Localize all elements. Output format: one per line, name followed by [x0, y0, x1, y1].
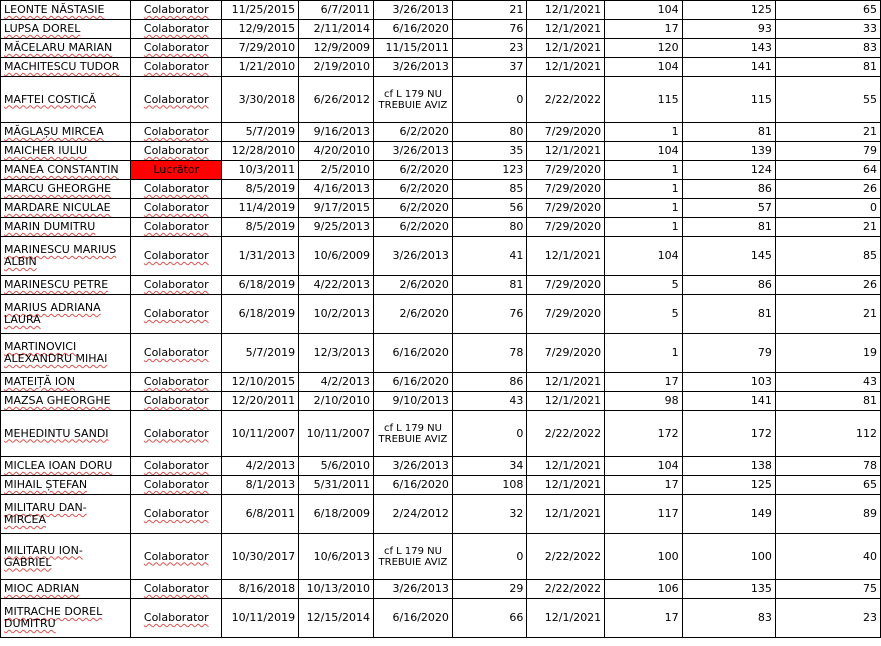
value-cell-3[interactable]: 93	[682, 20, 775, 39]
value-cell-1[interactable]: 32	[452, 495, 526, 534]
date-cell-2[interactable]: 4/22/2013	[299, 276, 374, 295]
role-cell[interactable]: Colaborator	[131, 1, 222, 20]
role-cell[interactable]: Colaborator	[131, 142, 222, 161]
value-cell-3[interactable]: 143	[682, 39, 775, 58]
date-cell-1[interactable]: 12/28/2010	[222, 142, 299, 161]
date-cell-3[interactable]: 6/2/2020	[374, 123, 453, 142]
value-cell-2[interactable]: 104	[605, 237, 682, 276]
value-cell-2[interactable]: 1	[605, 199, 682, 218]
value-cell-2[interactable]: 5	[605, 295, 682, 334]
value-cell-3[interactable]: 149	[682, 495, 775, 534]
date-cell-4[interactable]: 12/1/2021	[527, 457, 605, 476]
role-cell[interactable]: Colaborator	[131, 180, 222, 199]
date-cell-3[interactable]: cf L 179 NU TREBUIE AVIZ	[374, 534, 453, 580]
value-cell-1[interactable]: 76	[452, 295, 526, 334]
value-cell-2[interactable]: 115	[605, 77, 682, 123]
value-cell-1[interactable]: 0	[452, 411, 526, 457]
value-cell-2[interactable]: 17	[605, 476, 682, 495]
role-cell[interactable]: Colaborator	[131, 199, 222, 218]
date-cell-1[interactable]: 3/30/2018	[222, 77, 299, 123]
value-cell-1[interactable]: 85	[452, 180, 526, 199]
value-cell-1[interactable]: 76	[452, 20, 526, 39]
value-cell-2[interactable]: 104	[605, 1, 682, 20]
value-cell-2[interactable]: 1	[605, 161, 682, 180]
table-row	[1, 580, 881, 599]
employee-name-cell[interactable]: MARIUS ADRIANA LAURA	[1, 295, 131, 334]
table-row	[1, 58, 881, 77]
role-cell[interactable]: Lucrător	[131, 161, 222, 180]
employee-name-cell[interactable]: MARINESCU MARIUS ALBIN	[1, 237, 131, 276]
date-cell-2[interactable]: 9/17/2015	[299, 199, 374, 218]
date-cell-1[interactable]: 11/25/2015	[222, 1, 299, 20]
date-cell-4[interactable]: 2/22/2022	[527, 534, 605, 580]
value-cell-3[interactable]: 81	[682, 123, 775, 142]
value-cell-2[interactable]: 17	[605, 599, 682, 638]
date-cell-2[interactable]: 6/7/2011	[299, 1, 374, 20]
employee-name-cell[interactable]: MARIN DUMITRU	[1, 218, 131, 237]
date-cell-3[interactable]: 11/15/2011	[374, 39, 453, 58]
date-cell-4[interactable]: 12/1/2021	[527, 20, 605, 39]
value-cell-3[interactable]: 138	[682, 457, 775, 476]
table-body	[1, 1, 881, 638]
value-cell-3[interactable]: 125	[682, 1, 775, 20]
role-cell[interactable]: Colaborator	[131, 123, 222, 142]
value-cell-1[interactable]: 80	[452, 218, 526, 237]
date-cell-3[interactable]: 3/26/2013	[374, 1, 453, 20]
value-cell-4[interactable]: 64	[775, 161, 880, 180]
date-cell-1[interactable]: 6/8/2011	[222, 495, 299, 534]
value-cell-3[interactable]: 141	[682, 392, 775, 411]
value-cell-4[interactable]: 21	[775, 218, 880, 237]
value-cell-3[interactable]: 135	[682, 580, 775, 599]
employee-name-cell[interactable]: LEONTE NĂSTASIE	[1, 1, 131, 20]
date-cell-1[interactable]: 12/20/2011	[222, 392, 299, 411]
date-cell-3[interactable]: 3/26/2013	[374, 142, 453, 161]
date-cell-2[interactable]: 4/16/2013	[299, 180, 374, 199]
role-cell[interactable]: Colaborator	[131, 392, 222, 411]
date-cell-4[interactable]: 12/1/2021	[527, 599, 605, 638]
employee-name-cell[interactable]: MITRACHE DOREL DUMITRU	[1, 599, 131, 638]
date-cell-2[interactable]: 2/19/2010	[299, 58, 374, 77]
employee-name-cell[interactable]: MARDARE NICULAE	[1, 199, 131, 218]
date-cell-1[interactable]: 12/10/2015	[222, 373, 299, 392]
date-cell-2[interactable]: 10/6/2009	[299, 237, 374, 276]
employee-name-cell[interactable]: MAZSA GHEORGHE	[1, 392, 131, 411]
employee-name-cell[interactable]: MĂGLAȘU MIRCEA	[1, 123, 131, 142]
value-cell-1[interactable]: 0	[452, 77, 526, 123]
date-cell-4[interactable]: 7/29/2020	[527, 199, 605, 218]
value-cell-2[interactable]: 1	[605, 334, 682, 373]
date-cell-4[interactable]: 7/29/2020	[527, 180, 605, 199]
value-cell-1[interactable]: 29	[452, 580, 526, 599]
value-cell-1[interactable]: 41	[452, 237, 526, 276]
value-cell-4[interactable]: 81	[775, 392, 880, 411]
date-cell-4[interactable]: 12/1/2021	[527, 1, 605, 20]
date-cell-2[interactable]: 10/2/2013	[299, 295, 374, 334]
date-cell-1[interactable]: 10/30/2017	[222, 534, 299, 580]
date-cell-3[interactable]: 6/16/2020	[374, 334, 453, 373]
date-cell-3[interactable]: 6/2/2020	[374, 218, 453, 237]
employee-name-cell[interactable]: MILITARU ION-GABRIEL	[1, 534, 131, 580]
employee-name-cell[interactable]: MEHEDINTU SANDI	[1, 411, 131, 457]
table-row	[1, 495, 881, 534]
value-cell-2[interactable]: 17	[605, 20, 682, 39]
value-cell-4[interactable]: 89	[775, 495, 880, 534]
table-row	[1, 276, 881, 295]
date-cell-2[interactable]: 9/25/2013	[299, 218, 374, 237]
role-cell[interactable]: Colaborator	[131, 218, 222, 237]
date-cell-4[interactable]: 7/29/2020	[527, 276, 605, 295]
value-cell-1[interactable]: 81	[452, 276, 526, 295]
date-cell-4[interactable]: 12/1/2021	[527, 237, 605, 276]
value-cell-3[interactable]: 86	[682, 180, 775, 199]
table-row	[1, 411, 881, 457]
date-cell-4[interactable]: 2/22/2022	[527, 580, 605, 599]
role-cell[interactable]: Colaborator	[131, 495, 222, 534]
date-cell-4[interactable]: 12/1/2021	[527, 58, 605, 77]
table-row	[1, 1, 881, 20]
role-cell[interactable]: Colaborator	[131, 295, 222, 334]
date-cell-1[interactable]: 8/1/2013	[222, 476, 299, 495]
value-cell-2[interactable]: 1	[605, 180, 682, 199]
role-cell[interactable]: Colaborator	[131, 580, 222, 599]
role-cell[interactable]: Colaborator	[131, 237, 222, 276]
date-cell-3[interactable]: 3/26/2013	[374, 457, 453, 476]
value-cell-1[interactable]: 78	[452, 334, 526, 373]
employee-name-cell[interactable]: MAICHER IULIU	[1, 142, 131, 161]
employee-name-cell[interactable]: MIHAIL ȘTEFAN	[1, 476, 131, 495]
value-cell-2[interactable]: 98	[605, 392, 682, 411]
value-cell-4[interactable]: 79	[775, 142, 880, 161]
role-cell[interactable]: Colaborator	[131, 58, 222, 77]
value-cell-1[interactable]: 23	[452, 39, 526, 58]
value-cell-3[interactable]: 139	[682, 142, 775, 161]
value-cell-1[interactable]: 123	[452, 161, 526, 180]
date-cell-4[interactable]: 12/1/2021	[527, 142, 605, 161]
table-row	[1, 373, 881, 392]
date-cell-2[interactable]: 12/9/2009	[299, 39, 374, 58]
table-row	[1, 476, 881, 495]
date-cell-1[interactable]: 12/9/2015	[222, 20, 299, 39]
date-cell-2[interactable]: 5/6/2010	[299, 457, 374, 476]
table-row	[1, 599, 881, 638]
date-cell-2[interactable]: 4/2/2013	[299, 373, 374, 392]
date-cell-2[interactable]: 10/6/2013	[299, 534, 374, 580]
value-cell-4[interactable]: 33	[775, 20, 880, 39]
value-cell-2[interactable]: 5	[605, 276, 682, 295]
date-cell-2[interactable]: 9/16/2013	[299, 123, 374, 142]
date-cell-1[interactable]: 5/7/2019	[222, 334, 299, 373]
date-cell-2[interactable]: 2/11/2014	[299, 20, 374, 39]
table-row	[1, 295, 881, 334]
date-cell-2[interactable]: 12/3/2013	[299, 334, 374, 373]
date-cell-3[interactable]: cf L 179 NU TREBUIE AVIZ	[374, 77, 453, 123]
value-cell-2[interactable]: 104	[605, 58, 682, 77]
role-cell[interactable]: Colaborator	[131, 39, 222, 58]
date-cell-3[interactable]: 2/6/2020	[374, 276, 453, 295]
employee-name-cell[interactable]: MĂCELARU MARIAN	[1, 39, 131, 58]
role-cell[interactable]: Colaborator	[131, 534, 222, 580]
date-cell-1[interactable]: 6/18/2019	[222, 295, 299, 334]
employee-name-cell[interactable]: MICLEA IOAN DORU	[1, 457, 131, 476]
date-cell-1[interactable]: 6/18/2019	[222, 276, 299, 295]
date-cell-4[interactable]: 2/22/2022	[527, 77, 605, 123]
role-cell[interactable]: Colaborator	[131, 20, 222, 39]
date-cell-2[interactable]: 2/10/2010	[299, 392, 374, 411]
employee-name-cell[interactable]: MARTINOVICI ALEXANDRU MIHAI	[1, 334, 131, 373]
value-cell-3[interactable]: 145	[682, 237, 775, 276]
employee-name-cell[interactable]: MAFTEI COSTICĂ	[1, 77, 131, 123]
value-cell-4[interactable]: 65	[775, 476, 880, 495]
date-cell-3[interactable]: 2/24/2012	[374, 495, 453, 534]
value-cell-1[interactable]: 108	[452, 476, 526, 495]
employee-name-cell[interactable]: MILITARU DAN-MIRCEA	[1, 495, 131, 534]
value-cell-3[interactable]: 115	[682, 77, 775, 123]
role-cell[interactable]: Colaborator	[131, 276, 222, 295]
date-cell-2[interactable]: 4/20/2010	[299, 142, 374, 161]
date-cell-4[interactable]: 12/1/2021	[527, 392, 605, 411]
employee-name-cell[interactable]: MIOC ADRIAN	[1, 580, 131, 599]
value-cell-1[interactable]: 21	[452, 1, 526, 20]
value-cell-2[interactable]: 104	[605, 142, 682, 161]
employee-name-cell[interactable]: MATEIȚĂ ION	[1, 373, 131, 392]
table-row	[1, 392, 881, 411]
role-cell[interactable]: Colaborator	[131, 599, 222, 638]
employee-name-cell[interactable]: MANEA CONSTANTIN	[1, 161, 131, 180]
date-cell-3[interactable]: 6/16/2020	[374, 373, 453, 392]
value-cell-4[interactable]: 112	[775, 411, 880, 457]
date-cell-1[interactable]: 8/16/2018	[222, 580, 299, 599]
table-row	[1, 237, 881, 276]
value-cell-4[interactable]: 65	[775, 1, 880, 20]
date-cell-4[interactable]: 2/22/2022	[527, 411, 605, 457]
value-cell-2[interactable]: 1	[605, 123, 682, 142]
value-cell-4[interactable]: 75	[775, 580, 880, 599]
value-cell-4[interactable]: 19	[775, 334, 880, 373]
table-row	[1, 218, 881, 237]
date-cell-3[interactable]: 3/26/2013	[374, 580, 453, 599]
value-cell-1[interactable]: 80	[452, 123, 526, 142]
table-row	[1, 77, 881, 123]
date-cell-4[interactable]: 12/1/2021	[527, 495, 605, 534]
value-cell-4[interactable]: 85	[775, 237, 880, 276]
employee-name-cell[interactable]: LUPSA DOREL	[1, 20, 131, 39]
date-cell-4[interactable]: 7/29/2020	[527, 161, 605, 180]
value-cell-4[interactable]: 78	[775, 457, 880, 476]
value-cell-3[interactable]: 100	[682, 534, 775, 580]
value-cell-2[interactable]: 1	[605, 218, 682, 237]
value-cell-4[interactable]: 26	[775, 276, 880, 295]
table-row	[1, 20, 881, 39]
value-cell-2[interactable]: 172	[605, 411, 682, 457]
value-cell-4[interactable]: 21	[775, 123, 880, 142]
employee-name-cell[interactable]: MARCU GHEORGHE	[1, 180, 131, 199]
date-cell-1[interactable]: 4/2/2013	[222, 457, 299, 476]
value-cell-4[interactable]: 83	[775, 39, 880, 58]
date-cell-3[interactable]: 9/10/2013	[374, 392, 453, 411]
date-cell-4[interactable]: 12/1/2021	[527, 373, 605, 392]
date-cell-2[interactable]: 10/13/2010	[299, 580, 374, 599]
date-cell-4[interactable]: 12/1/2021	[527, 476, 605, 495]
table-row	[1, 457, 881, 476]
date-cell-2[interactable]: 12/15/2014	[299, 599, 374, 638]
date-cell-1[interactable]: 1/31/2013	[222, 237, 299, 276]
value-cell-3[interactable]: 103	[682, 373, 775, 392]
value-cell-4[interactable]: 26	[775, 180, 880, 199]
table-row	[1, 199, 881, 218]
date-cell-3[interactable]: 6/2/2020	[374, 161, 453, 180]
value-cell-3[interactable]: 81	[682, 218, 775, 237]
role-cell[interactable]: Colaborator	[131, 373, 222, 392]
date-cell-4[interactable]: 7/29/2020	[527, 334, 605, 373]
employee-name-cell[interactable]: MARINESCU PETRE	[1, 276, 131, 295]
date-cell-2[interactable]: 6/18/2009	[299, 495, 374, 534]
value-cell-3[interactable]: 83	[682, 599, 775, 638]
date-cell-4[interactable]: 7/29/2020	[527, 123, 605, 142]
value-cell-1[interactable]: 56	[452, 199, 526, 218]
value-cell-2[interactable]: 120	[605, 39, 682, 58]
role-cell[interactable]: Colaborator	[131, 334, 222, 373]
date-cell-1[interactable]: 8/5/2019	[222, 180, 299, 199]
table-row	[1, 180, 881, 199]
date-cell-1[interactable]: 10/11/2007	[222, 411, 299, 457]
value-cell-4[interactable]: 55	[775, 77, 880, 123]
role-cell[interactable]: Colaborator	[131, 476, 222, 495]
value-cell-2[interactable]: 100	[605, 534, 682, 580]
value-cell-3[interactable]: 124	[682, 161, 775, 180]
date-cell-1[interactable]: 8/5/2019	[222, 218, 299, 237]
date-cell-4[interactable]: 7/29/2020	[527, 218, 605, 237]
value-cell-2[interactable]: 106	[605, 580, 682, 599]
value-cell-3[interactable]: 125	[682, 476, 775, 495]
value-cell-4[interactable]: 21	[775, 295, 880, 334]
value-cell-4[interactable]: 23	[775, 599, 880, 638]
date-cell-3[interactable]: 6/2/2020	[374, 199, 453, 218]
table-row	[1, 123, 881, 142]
date-cell-4[interactable]: 7/29/2020	[527, 295, 605, 334]
date-cell-3[interactable]: 3/26/2013	[374, 237, 453, 276]
value-cell-2[interactable]: 117	[605, 495, 682, 534]
date-cell-1[interactable]: 10/3/2011	[222, 161, 299, 180]
value-cell-3[interactable]: 141	[682, 58, 775, 77]
date-cell-1[interactable]: 11/4/2019	[222, 199, 299, 218]
table-row	[1, 534, 881, 580]
value-cell-1[interactable]: 66	[452, 599, 526, 638]
date-cell-1[interactable]: 5/7/2019	[222, 123, 299, 142]
date-cell-1[interactable]: 10/11/2019	[222, 599, 299, 638]
role-cell[interactable]: Colaborator	[131, 77, 222, 123]
value-cell-3[interactable]: 81	[682, 295, 775, 334]
value-cell-3[interactable]: 57	[682, 199, 775, 218]
value-cell-2[interactable]: 104	[605, 457, 682, 476]
date-cell-3[interactable]: 6/16/2020	[374, 599, 453, 638]
employee-name-cell[interactable]: MACHITESCU TUDOR	[1, 58, 131, 77]
value-cell-3[interactable]: 172	[682, 411, 775, 457]
date-cell-1[interactable]: 1/21/2010	[222, 58, 299, 77]
date-cell-3[interactable]: 3/26/2013	[374, 58, 453, 77]
date-cell-3[interactable]: cf L 179 NU TREBUIE AVIZ	[374, 411, 453, 457]
value-cell-1[interactable]: 0	[452, 534, 526, 580]
role-cell[interactable]: Colaborator	[131, 457, 222, 476]
date-cell-3[interactable]: 6/2/2020	[374, 180, 453, 199]
value-cell-1[interactable]: 43	[452, 392, 526, 411]
value-cell-4[interactable]: 43	[775, 373, 880, 392]
date-cell-3[interactable]: 6/16/2020	[374, 476, 453, 495]
table-row	[1, 334, 881, 373]
value-cell-4[interactable]: 81	[775, 58, 880, 77]
value-cell-1[interactable]: 37	[452, 58, 526, 77]
date-cell-2[interactable]: 10/11/2007	[299, 411, 374, 457]
value-cell-1[interactable]: 34	[452, 457, 526, 476]
value-cell-4[interactable]: 40	[775, 534, 880, 580]
table-row	[1, 161, 881, 180]
date-cell-3[interactable]: 2/6/2020	[374, 295, 453, 334]
value-cell-4[interactable]: 0	[775, 199, 880, 218]
value-cell-2[interactable]: 17	[605, 373, 682, 392]
table-row	[1, 39, 881, 58]
value-cell-1[interactable]: 86	[452, 373, 526, 392]
date-cell-2[interactable]: 2/5/2010	[299, 161, 374, 180]
table-row	[1, 142, 881, 161]
role-cell[interactable]: Colaborator	[131, 411, 222, 457]
value-cell-1[interactable]: 35	[452, 142, 526, 161]
date-cell-2[interactable]: 6/26/2012	[299, 77, 374, 123]
date-cell-3[interactable]: 6/16/2020	[374, 20, 453, 39]
date-cell-1[interactable]: 7/29/2010	[222, 39, 299, 58]
date-cell-2[interactable]: 5/31/2011	[299, 476, 374, 495]
value-cell-3[interactable]: 79	[682, 334, 775, 373]
date-cell-4[interactable]: 12/1/2021	[527, 39, 605, 58]
value-cell-3[interactable]: 86	[682, 276, 775, 295]
